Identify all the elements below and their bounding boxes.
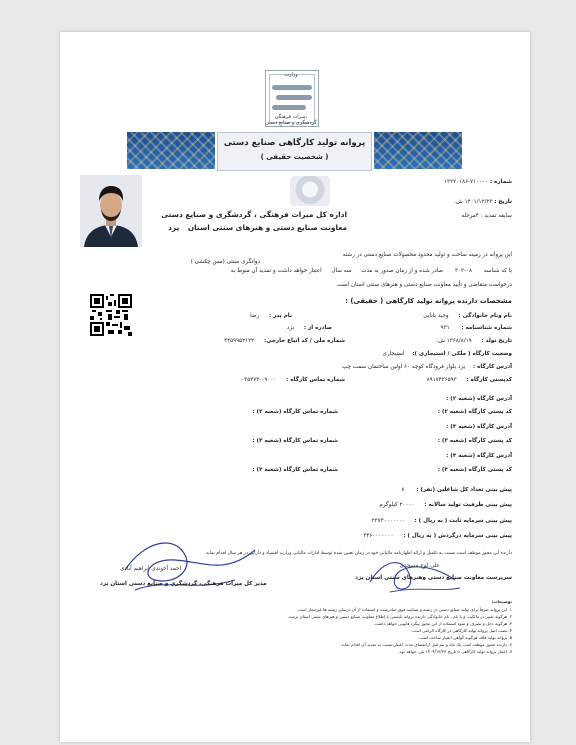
org-line-2-text: معاونت صنایع دستی و هنرهای سنتی استان: [187, 223, 347, 232]
renewal-row: [461, 213, 512, 219]
phone-row: [241, 377, 345, 383]
workshop-status-value: استیجاری: [382, 351, 405, 357]
logo-text-1: وزارت: [284, 72, 298, 78]
note-item: ۳. هرگونه دخل و تصرف و سوء استفاده از این مجوز پیگرد قانونی خواهد داشت.: [373, 621, 512, 626]
issue-date-row: [454, 199, 512, 205]
branch-4-postal: کد پستی کارگاه (شعبه ۴) :: [437, 467, 512, 473]
deputy-name: علی لوح مسجدی: [399, 563, 440, 569]
capacity-label: پیش بینی ظرفیت تولید سالانه :: [424, 502, 512, 508]
fixed-capital-value: ۲۳۷۳۰۰۰۰۰۰۰: [371, 518, 405, 524]
notes-heading: توضیحات:: [491, 599, 512, 604]
workshop-address-label: آدرس کارگاه :: [472, 364, 512, 370]
note-item: ۶. دارنده مجوز موظف است یک ماه و نیم قبل ازانقضای مدت اعتبار،نسبت به تمدید آن اقدام نماید.: [340, 642, 512, 647]
owner-photo: [80, 175, 142, 247]
note-item: ۱. این پروانه صرفاً برای تولید صنایع دستی در رشته و شناسه فوق صادرشده و استفاده از آن درسایر رشته ها غیرمجاز است.: [296, 607, 512, 612]
intro-line-1: این پروانه در زمینه ساخت و تولید محدود محصولات صنایع دستی در رشته: [342, 252, 512, 258]
issued-label: صادره از :: [303, 325, 332, 331]
qr-code: [90, 294, 132, 336]
capacity-row: [379, 502, 512, 508]
document-title: پروانه تولید کارگاهی صنایع دستی: [223, 138, 366, 148]
workshop-status-label: وضعیت کارگاه ( ملکی / استیجاری ):: [412, 351, 512, 357]
branch-2-address: آدرس کارگاه (شعبه ۲) :: [446, 396, 512, 402]
birth-date-label: تاریخ تولد :: [481, 338, 512, 344]
title-banner: [127, 132, 462, 169]
hologram-seal: [290, 176, 330, 206]
issued-value: یزد: [286, 325, 295, 331]
phone-value: ۰۹۰۰۰-۰۳۵۳۷۳: [241, 377, 277, 383]
craft-code: ۰۸-۳۰۳: [454, 268, 473, 274]
renewal-label: سابقه تمدید :: [480, 213, 512, 219]
logo-text-2: میراث فرهنگی،: [274, 114, 308, 120]
note-item: ۲. هرگونه تغییر در مالکیت و یا نام ، نام خانوادگی دارنده پروانه بایستی با اطلاع معاونت صنایع دستی و هنرهای سنتی استان برسد.: [287, 614, 512, 619]
note-item: ۴. نصب اصل پروانه تولید کارگاهی در کارگاه الزامی است.: [410, 628, 512, 633]
logo-text-3: گردشگری و صنایع دستی: [265, 120, 317, 126]
note-item: ۵. پروانه تولید فاقد هرگونه گواهی اعتبار ساخت است.: [417, 635, 512, 640]
branch-2-phone: شماره تماس کارگاه (شعبه ۲) :: [252, 409, 338, 415]
branch-3-postal: کد پستی کارگاه (شعبه ۳) :: [437, 438, 512, 444]
birth-date-value: ۱۳۶۸/۸/۱۹ ش.: [436, 338, 472, 344]
license-number-label: شماره :: [489, 179, 512, 185]
document-subtitle: ( شخصیت حقیقی ): [260, 153, 329, 161]
intro-line-2: [231, 268, 512, 274]
director-title: مدیر کل میراث فرهنگی، گردشگری و صنایع دستی استان یزد: [100, 581, 267, 587]
owner-name-label: نام ونام خانوادگی :: [458, 313, 512, 319]
issued-row: [287, 325, 332, 331]
intro-duration-label: صادر شده و از زمان صدور به مدت: [361, 268, 444, 274]
staff-row: [401, 487, 512, 493]
capacity-value: ۲۰۰۰۰ کیلوگرم: [379, 502, 415, 508]
license-page: [60, 32, 530, 742]
fixed-capital-label: پیش بینی سرمایه ثابت ( به ریال ) :: [414, 518, 512, 524]
postal-code-label: کدپستی کارگاه :: [466, 377, 512, 383]
deputy-title: سرپرست معاونت صنایع دستی وهنرهای سنتی استان یزد: [355, 575, 512, 581]
renewal-value: ۴مرحله: [461, 213, 479, 219]
branch-3-phone: شماره تماس کارگاه (شعبه ۳) :: [252, 438, 338, 444]
national-id-value: ۴۴۵۹۹۵۲۱۲۲: [224, 338, 255, 344]
director-name: احمد آخوندی ابراهیم آبادی: [120, 566, 182, 572]
branch-3-address: آدرس کارگاه (شعبه ۳) :: [446, 424, 512, 430]
org-line-2: [168, 223, 347, 232]
workshop-address-row: [342, 364, 512, 370]
father-name-value: رضا: [250, 313, 260, 319]
postal-code-value: ۸۹۱۷۴۳۶۵۹۳: [426, 377, 457, 383]
org-line-1: اداره کل میراث فرهنگی ، گردشگری و صنایع دستی: [161, 210, 347, 219]
owner-heading: مشخصات دارنده پروانه تولید کارگاهی ( حقیقی) :: [345, 297, 512, 305]
branch-4-address: آدرس کارگاه (شعبه ۴) :: [446, 453, 512, 459]
id-number-label: شماره شناسنامه :: [461, 325, 512, 331]
national-id-label: شماره ملی / کد اتباع خارجی:: [263, 338, 345, 344]
birth-date-row: [436, 338, 512, 344]
staff-label: پیش بینی تعداد کل شاغلین (نفر) :: [416, 487, 512, 493]
working-capital-value: ۳۴۶۰۰۰۰۰۰۰: [363, 533, 394, 539]
intro-code-label: با کد شناسه: [483, 268, 512, 274]
postal-code-row: [427, 377, 512, 383]
branch-2-postal: کد پستی کارگاه (شعبه ۲) :: [437, 409, 512, 415]
id-number-value: ۹۳۱: [440, 325, 450, 331]
national-id-row: [224, 338, 345, 344]
intro-line-3: درخواست متقاضی و تأیید معاونت صنایع دستی و هنرهای سنتی استان است.: [335, 282, 512, 288]
org-province: یزد: [168, 223, 180, 232]
owner-name-row: [423, 313, 512, 319]
validity-duration: سه سال: [331, 268, 352, 274]
license-number-value: ۷۱۰۰۰۰-۱۳۲۷۰۱۸۶: [444, 179, 489, 185]
phone-label: شماره تماس کارگاه :: [286, 377, 345, 383]
workshop-status-row: [383, 351, 512, 357]
fixed-capital-row: [372, 518, 512, 524]
craft-field: دواتگری سنتی (مس چکشی ): [190, 259, 260, 265]
issue-date-label: تاریخ :: [494, 199, 512, 205]
working-capital-label: پیش بینی سرمایه درگردش ( به ریال ) :: [403, 533, 512, 539]
tax-note: دارنده این مجوز موظف است نسبت به تکمیل و ارائه اظهارنامه مالیاتی خود در زمان تعیین شده توسط ادارات مالیاتی وزارت اقتصاد و دارایی در هر سال اقدام نماید.: [204, 551, 512, 556]
workshop-address-value: یزد بلوار فرودگاه کوچه ۶۰ اولین ساختمان سمت چپ: [342, 364, 466, 370]
father-name-label: نام پدر :: [269, 313, 292, 319]
intro-renewal-text: اعتبار خواهد داشت و تمدید آن منوط به: [230, 268, 322, 274]
issue-date-value: ۱۴۰۱/۱۲/۲۳ ش.: [454, 199, 493, 205]
father-name-row: [250, 313, 292, 319]
note-item: ۷. اعتبار پروانه تولید کارگاهی تا تاریخ ۱۴۰۴/۱۲/۲۳ ش. خواهد بود.: [398, 649, 512, 654]
id-number-row: [441, 325, 512, 331]
branch-4-phone: شماره تماس کارگاه (شعبه ۴) :: [252, 467, 338, 473]
license-number-row: [444, 179, 512, 185]
staff-value: ۸: [401, 487, 405, 493]
owner-name-value: وحید بابایی: [423, 313, 449, 319]
working-capital-row: [363, 533, 512, 539]
